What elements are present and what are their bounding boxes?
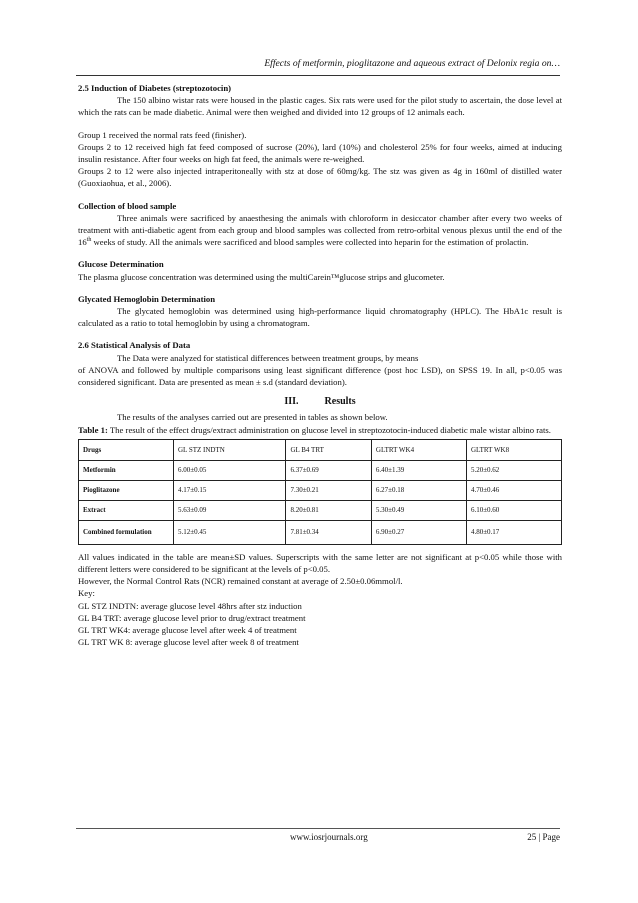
- footer-website: www.iosrjournals.org: [290, 832, 368, 842]
- key-item: GL STZ INDTN: average glucose level 48hrs after stz induction: [78, 600, 302, 611]
- paragraph: The Data were analyzed for statistical differences between treatment groups, by means: [117, 352, 419, 363]
- table-row: [79, 500, 562, 520]
- table-row: [79, 460, 562, 480]
- table-cell: 6.90±0.27: [371, 520, 466, 544]
- table-cell: Combined formulation: [79, 520, 174, 544]
- table-cell: 6.40±1.39: [371, 460, 466, 480]
- table-cell: 4.17±0.15: [174, 480, 286, 500]
- blood-sample-heading: Collection of blood sample: [78, 200, 177, 211]
- key-item: GL B4 TRT: average glucose level prior to drug/extract treatment: [78, 612, 306, 623]
- table-cell: 5.12±0.45: [174, 520, 286, 544]
- table-header-row: [79, 439, 562, 460]
- key-item: GL TRT WK4: average glucose level after week 4 of treatment: [78, 625, 297, 636]
- paragraph: Group 1 received the normal rats feed (finisher).: [78, 129, 247, 140]
- table-caption: Table 1: The result of the effect drugs/extract administration on glucose level in streptozotocin-induced diabetic male wistar albino rats.: [78, 424, 551, 435]
- table-cell: 4.80±0.17: [466, 520, 561, 544]
- table-row: [79, 520, 562, 544]
- table-cell: 5.20±0.62: [466, 460, 561, 480]
- table-header-cell: GLTRT WK4: [371, 439, 466, 460]
- section-heading-2-5: 2.5 Induction of Diabetes (streptozotocin): [78, 83, 232, 93]
- table-header-cell: Drugs: [79, 439, 174, 460]
- stats-heading: 2.6 Statistical Analysis of Data: [78, 340, 191, 351]
- key-title: Key:: [78, 588, 95, 599]
- table-cell: 6.37±0.69: [286, 460, 371, 480]
- table-cell: 4.70±0.46: [466, 480, 561, 500]
- table-note: However, the Normal Control Rats (NCR) remained constant at average of 2.50±0.06mmol/l.: [78, 576, 403, 587]
- paragraph: Groups 2 to 12 were also injected intraperitoneally with stz at dose of 60mg/kg. The stz was given as 4g in 160ml of distilled water (Guoxiaohua, et al., 2006).: [78, 166, 562, 189]
- table-cell: 5.63±0.09: [174, 500, 286, 520]
- table-cell: 5.30±0.49: [371, 500, 466, 520]
- running-header: Effects of metformin, pioglitazone and aqueous extract of Delonix regia on…: [264, 58, 560, 69]
- table-header-cell: GLTRT WK8: [466, 439, 561, 460]
- page-body: [78, 82, 562, 649]
- paragraph: The 150 albino wistar rats were housed in the plastic cages. Six rats were used for the pilot study to ascertain, the dose level at which the rats can be made diabetic. Animal were then weighed and divided into 12 groups of 12 animals each.: [78, 95, 562, 118]
- paragraph: The results of the analyses carried out are presented in tables as shown below.: [117, 412, 388, 423]
- paragraph: of ANOVA and followed by multiple comparisons using least significant difference (post hoc LSD), on SPSS 19. In all, p<0.05 was considered significant. Data are presented as mean ± s.d (standard deviation).: [78, 364, 562, 388]
- table-row: [79, 480, 562, 500]
- key-item: GL TRT WK 8: average glucose level after week 8 of treatment: [78, 637, 299, 648]
- table-cell: 6.27±0.18: [371, 480, 466, 500]
- table-cell: Pioglitazone: [79, 480, 174, 500]
- table-cell: 7.30±0.21: [286, 480, 371, 500]
- table-cell: Extract: [79, 500, 174, 520]
- paragraph: Groups 2 to 12 received high fat feed composed of sucrose (20%), lard (10%) and cholesterol 25% for four weeks, aimed at inducing insulin resistance. After four weeks on high fat feed, the animals were re-weighed.: [78, 141, 562, 165]
- results-section-title: III. Results: [284, 396, 356, 408]
- results-table: [78, 439, 562, 545]
- footer-page-number: 25 | Page: [527, 832, 560, 842]
- paragraph: The glycated hemoglobin was determined using high-performance liquid chromatography (HPLC). The HbA1c result is calculated as a ratio to total hemoglobin by using a chromatogram.: [78, 306, 562, 329]
- header-rule: [76, 75, 560, 76]
- table-header-cell: GL STZ INDTN: [174, 439, 286, 460]
- hemoglobin-heading: Glycated Hemoglobin Determination: [78, 293, 216, 304]
- table-cell: Metformin: [79, 460, 174, 480]
- footer-rule: [76, 828, 560, 829]
- glucose-heading: Glucose Determination: [78, 259, 164, 270]
- table-cell: 6.10±0.60: [466, 500, 561, 520]
- table-cell: 6.00±0.05: [174, 460, 286, 480]
- table-note: All values indicated in the table are mean±SD values. Superscripts with the same letter are not significant at p<0.05 while those with different letters were considered to be significant at the levels of p<0.05.: [78, 551, 562, 575]
- table-cell: 8.20±0.81: [286, 500, 371, 520]
- paragraph: The plasma glucose concentration was determined using the multiCarein™glucose strips and glucometer.: [78, 271, 445, 282]
- paragraph: Three animals were sacrificed by anaesthesing the animals with chloroform in desiccator chamber after every two weeks of treatment with anti-diabetic agent from each group and blood samples was collected from retro-orbital venous plexus until the end of the 16th weeks of study. All the animals were sacrificed and blood samples were collected into heparin for the estimation of prolactin.: [78, 212, 562, 248]
- table-header-cell: GL B4 TRT: [286, 439, 371, 460]
- table-cell: 7.81±0.34: [286, 520, 371, 544]
